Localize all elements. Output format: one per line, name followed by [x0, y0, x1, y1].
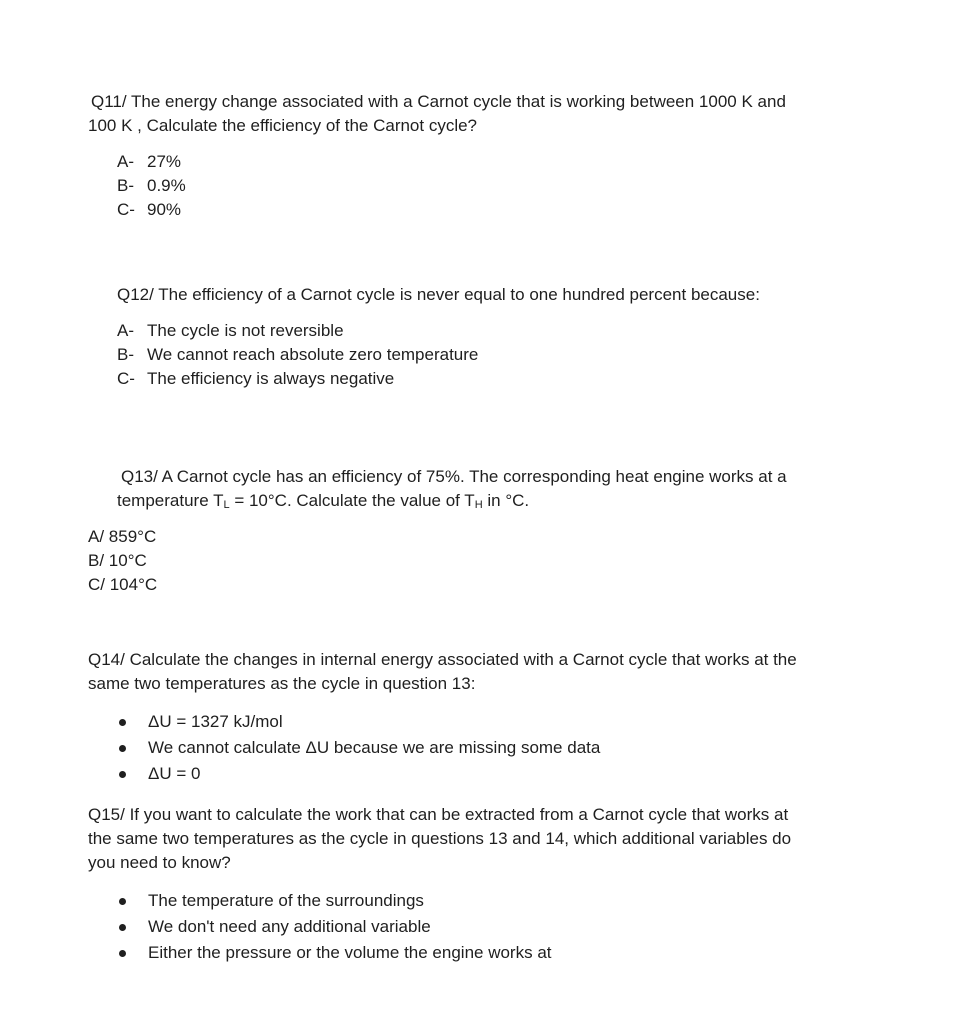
question-14: [88, 648, 958, 696]
bullet-option-2[interactable]: We cannot calculate ΔU because we are missing some data: [117, 735, 600, 761]
option-b[interactable]: B- 0.9%: [117, 176, 186, 195]
option-a[interactable]: A- 27%: [117, 152, 182, 171]
question-14-text-line2: same two temperatures as the cycle in question 13:: [88, 674, 476, 693]
option-c[interactable]: C- 90%: [117, 200, 182, 219]
option-c[interactable]: C/ 104°C: [88, 575, 158, 594]
question-13-options: [88, 525, 157, 597]
option-a[interactable]: A- The cycle is not reversible: [117, 321, 344, 340]
bullet-icon: [119, 719, 126, 726]
bullet-icon: [119, 898, 126, 905]
bullet-icon: [119, 771, 126, 778]
bullet-icon: [119, 924, 126, 931]
option-a[interactable]: A/ 859°C: [88, 527, 157, 546]
subscript-h: H: [474, 499, 483, 511]
bullet-option-1[interactable]: ΔU = 1327 kJ/mol: [117, 709, 600, 735]
bullet-icon: [119, 950, 126, 957]
question-13-text-line2: temperature TL = 10°C. Calculate the value of TH in °C.: [117, 491, 530, 511]
bullet-option-3[interactable]: Either the pressure or the volume the engine works at: [117, 940, 552, 966]
question-15: [88, 803, 958, 875]
question-11-text-line1: Q11/ The energy change associated with a Carnot cycle that is working between 1000 K and: [91, 92, 786, 111]
question-14-options: [117, 709, 600, 787]
bullet-icon: [119, 745, 126, 752]
question-12-text: Q12/ The efficiency of a Carnot cycle is never equal to one hundred percent because:: [117, 285, 760, 304]
question-14-text-line1: Q14/ Calculate the changes in internal energy associated with a Carnot cycle that works at the: [88, 650, 797, 669]
option-b[interactable]: B/ 10°C: [88, 551, 147, 570]
option-c[interactable]: C- The efficiency is always negative: [117, 369, 395, 388]
question-13: [117, 465, 947, 515]
subscript-l: L: [223, 499, 230, 511]
question-15-options: [117, 888, 552, 966]
question-12: [117, 283, 947, 307]
question-12-options: [117, 319, 478, 391]
question-11: [88, 90, 948, 138]
question-13-text-line1: Q13/ A Carnot cycle has an efficiency of 75%. The corresponding heat engine works at a: [121, 467, 787, 486]
question-15-text-line2: the same two temperatures as the cycle in questions 13 and 14, which additional variables do: [88, 829, 792, 848]
bullet-option-3[interactable]: ΔU = 0: [117, 761, 600, 787]
bullet-option-2[interactable]: We don't need any additional variable: [117, 914, 552, 940]
bullet-option-1[interactable]: The temperature of the surroundings: [117, 888, 552, 914]
question-11-text-line2: 100 K , Calculate the efficiency of the Carnot cycle?: [88, 116, 478, 135]
option-b[interactable]: B- We cannot reach absolute zero temperature: [117, 345, 479, 364]
question-11-options: [117, 150, 186, 222]
question-15-text-line1: Q15/ If you want to calculate the work that can be extracted from a Carnot cycle that works at: [88, 805, 789, 824]
question-15-text-line3: you need to know?: [88, 853, 231, 872]
